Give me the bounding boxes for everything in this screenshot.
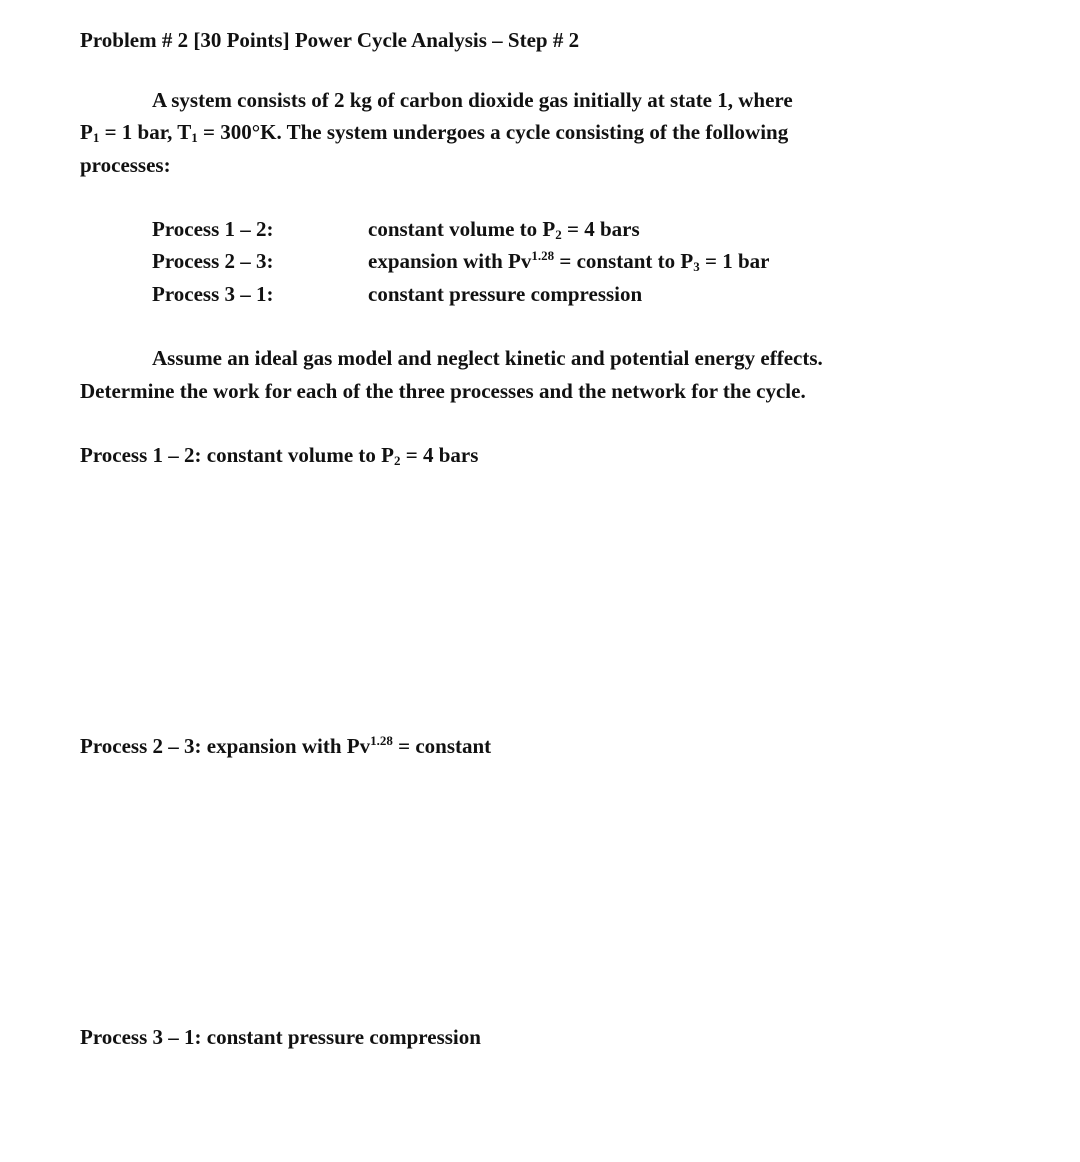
- process-1-2-desc-b: = 4 bars: [561, 217, 640, 241]
- section-1-subscript: 2: [394, 453, 401, 468]
- process-2-3-exponent: 1.28: [531, 248, 555, 263]
- pressure-subscript: 1: [92, 130, 100, 145]
- assumption-line-2: Determine the work for each of the three processes and the network for the cycle.: [80, 379, 806, 403]
- process-2-3-desc-sub: 3: [693, 259, 700, 274]
- process-2-3-desc-a: expansion with Pv: [368, 249, 532, 273]
- intro-line-3: processes:: [80, 153, 171, 177]
- intro-line-2-end: = 300°K. The system undergoes a cycle consisting of the following: [197, 120, 789, 144]
- section-2-text-b: = constant: [392, 734, 492, 758]
- process-2-3-label: Process 2 – 3:: [152, 249, 274, 273]
- section-2-exponent: 1.28: [370, 733, 393, 748]
- section-process-1-2: [80, 439, 478, 471]
- intro-line-2-mid: = 1 bar, T: [99, 120, 192, 144]
- process-2-3-description: [368, 245, 769, 277]
- process-2-3-desc-b: = constant to P: [554, 249, 694, 273]
- process-1-2-label: Process 1 – 2:: [152, 217, 274, 241]
- intro-line-2: [80, 116, 788, 148]
- process-1-2-desc-sub: 2: [555, 227, 562, 242]
- section-process-3-1: Process 3 – 1: constant pressure compression: [80, 1025, 481, 1049]
- problem-title: Problem # 2 [30 Points] Power Cycle Analysis – Step # 2: [80, 28, 580, 52]
- process-3-1-label: Process 3 – 1:: [152, 282, 274, 306]
- process-3-1-description: constant pressure compression: [368, 282, 643, 306]
- process-2-3-desc-c: = 1 bar: [699, 249, 770, 273]
- process-1-2-description: [368, 213, 640, 245]
- pressure-symbol: P: [80, 120, 93, 144]
- section-2-text-a: Process 2 – 3: expansion with Pv: [80, 734, 371, 758]
- section-1-text-a: Process 1 – 2: constant volume to P: [80, 443, 394, 467]
- section-process-2-3: [80, 730, 491, 762]
- intro-line-1: A system consists of 2 kg of carbon dioxide gas initially at state 1, where: [152, 88, 793, 112]
- section-1-text-b: = 4 bars: [400, 443, 479, 467]
- temperature-subscript: 1: [191, 130, 198, 145]
- process-1-2-desc-a: constant volume to P: [368, 217, 556, 241]
- assumption-line-1: Assume an ideal gas model and neglect kinetic and potential energy effects.: [152, 346, 823, 370]
